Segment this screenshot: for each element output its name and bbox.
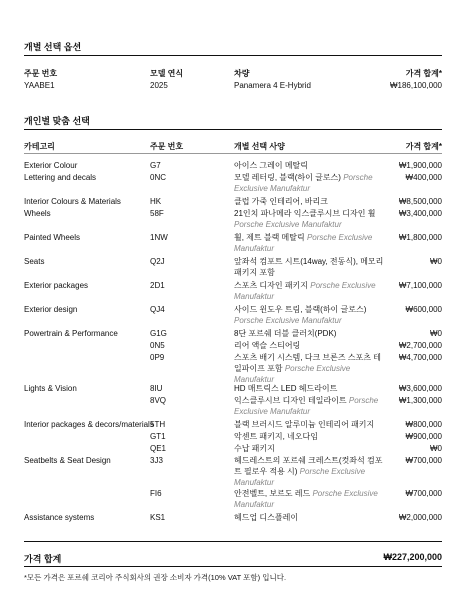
options-header-rule (24, 153, 442, 154)
footnote: *모든 가격은 포르쉐 코리아 주식회사의 권장 소비자 가격(10% VAT 포함) 입니다. (24, 573, 287, 582)
option-code: 5TH (150, 420, 166, 429)
model-header-order-no: 주문 번호 (24, 69, 58, 78)
option-code: Q2J (150, 257, 165, 266)
option-price: ₩1,800,000 (398, 233, 442, 242)
option-description (234, 328, 384, 339)
model-header-vehicle: 차량 (234, 69, 250, 78)
option-description-text: 블랙 브러시드 알루미늄 인테리어 패키지 (234, 420, 375, 429)
options-section-title: 개인별 맞춤 선택 (24, 116, 90, 126)
option-category: Assistance systems (24, 513, 95, 522)
option-price: ₩2,700,000 (398, 341, 442, 350)
option-code: G1G (150, 329, 167, 338)
total-label: 가격 합계 (24, 554, 62, 564)
options-section-rule (24, 129, 442, 130)
model-year: 2025 (150, 81, 168, 90)
option-price: ₩700,000 (405, 489, 442, 498)
option-code: HK (150, 197, 162, 206)
option-description (234, 431, 384, 442)
model-order-no: YAABE1 (24, 81, 55, 90)
option-category: Exterior packages (24, 281, 89, 290)
option-category: Lights & Vision (24, 384, 77, 393)
model-vehicle: Panamera 4 E-Hybrid (234, 81, 311, 90)
option-description-text: 스포츠 배기 시스템, 다크 브론즈 스포츠 테일파이프 포함 (234, 353, 381, 373)
option-price: ₩2,000,000 (398, 513, 442, 522)
option-code: 8VQ (150, 396, 167, 405)
option-code: QE1 (150, 444, 167, 453)
option-description-text: 안전벨트, 보르도 레드 (234, 489, 311, 498)
option-description (234, 352, 384, 385)
option-description-text: 헤드레스트의 포르쉐 크레스트(컷좌석 컴포트 필로우 적용 시) (234, 456, 383, 476)
option-price: ₩400,000 (405, 173, 442, 182)
option-category: Seatbelts & Seat Design (24, 456, 111, 465)
option-price: ₩800,000 (405, 420, 442, 429)
option-price: ₩1,300,000 (398, 396, 442, 405)
option-code: 8IU (150, 384, 163, 393)
option-code: GT1 (150, 432, 166, 441)
option-manufaktur-label: Porsche Exclusive Manufaktur (234, 316, 342, 325)
option-price: ₩8,500,000 (398, 197, 442, 206)
option-category: Seats (24, 257, 45, 266)
option-category: Interior Colours & Materials (24, 197, 121, 206)
option-code: FI6 (150, 489, 162, 498)
option-description (234, 172, 384, 194)
option-code: QJ4 (150, 305, 165, 314)
options-header-price: 가격 합계* (405, 142, 442, 151)
model-section-title: 개별 선택 옵션 (24, 42, 82, 52)
option-code: 3J3 (150, 456, 163, 465)
option-code: 2D1 (150, 281, 165, 290)
option-description (234, 256, 384, 278)
option-manufaktur-label: Porsche Exclusive Manufaktur (234, 220, 342, 229)
model-header-model-year: 모델 연식 (150, 69, 184, 78)
total-value: ₩227,200,000 (383, 552, 442, 562)
option-description (234, 395, 384, 417)
option-category: Lettering and decals (24, 173, 97, 182)
option-price: ₩3,400,000 (398, 209, 442, 218)
option-description (234, 160, 384, 171)
option-description-text: 앞좌석 컴포트 시트(14way, 전동식), 메모리 패키지 포함 (234, 257, 384, 277)
option-manufaktur-label: Porsche Exclusive Manufaktur (234, 281, 376, 301)
option-description-text: 휠, 제트 블랙 메탈릭 (234, 233, 305, 242)
option-code: 0N5 (150, 341, 165, 350)
option-price: ₩1,900,000 (398, 161, 442, 170)
option-description (234, 512, 384, 523)
model-section-rule (24, 55, 442, 56)
model-price: ₩186,100,000 (389, 81, 442, 90)
option-description (234, 419, 384, 430)
option-category: Painted Wheels (24, 233, 81, 242)
option-description-text: 모델 레터링, 블랙(하이 글로스) (234, 173, 341, 182)
option-manufaktur-label: Porsche Exclusive Manufaktur (234, 396, 379, 416)
option-price: ₩0 (430, 444, 442, 453)
option-code: 0NC (150, 173, 167, 182)
option-description-text: 악센트 패키지, 네오다임 (234, 432, 318, 441)
total-rule (24, 541, 442, 542)
option-description (234, 340, 384, 351)
option-description (234, 383, 384, 394)
option-price: ₩600,000 (405, 305, 442, 314)
option-description (234, 232, 384, 254)
option-description (234, 304, 384, 326)
option-category: Exterior design (24, 305, 78, 314)
options-header-order-no: 주문 번호 (150, 142, 184, 151)
option-description (234, 280, 384, 302)
option-category: Wheels (24, 209, 51, 218)
option-manufaktur-label: Porsche Exclusive Manufaktur (234, 173, 373, 193)
option-description (234, 455, 384, 488)
option-manufaktur-label: Porsche Exclusive Manufaktur (234, 489, 378, 509)
option-description (234, 443, 384, 454)
option-description-text: 헤드업 디스플레이 (234, 513, 299, 522)
option-description-text: 익스클루시브 디자인 테일라이트 (234, 396, 347, 405)
option-code: 0P9 (150, 353, 165, 362)
option-category: Exterior Colour (24, 161, 78, 170)
footnote-rule (24, 566, 442, 567)
option-description-text: 21인치 파나메라 익스클루시브 디자인 휠 (234, 209, 376, 218)
option-code: G7 (150, 161, 161, 170)
option-description-text: HD 매트릭스 LED 헤드라이트 (234, 384, 338, 393)
option-description-text: 사이드 윈도우 트림, 블랙(하이 글로스) (234, 305, 367, 314)
option-description (234, 488, 384, 510)
option-description-text: 스포츠 디자인 패키지 (234, 281, 308, 290)
option-code: 1NW (150, 233, 168, 242)
option-code: 58F (150, 209, 164, 218)
option-price: ₩7,100,000 (398, 281, 442, 290)
option-category: Interior packages & decors/materials (24, 420, 154, 429)
option-manufaktur-label: Porsche Exclusive Manufaktur (234, 233, 373, 253)
option-price: ₩700,000 (405, 456, 442, 465)
option-description-text: 수납 패키지 (234, 444, 275, 453)
option-price: ₩0 (430, 257, 442, 266)
options-header-category: 카테고리 (24, 142, 55, 151)
option-description-text: 클럽 가죽 인테리어, 바리크 (234, 197, 328, 206)
option-description-text: 8단 포르쉐 더블 클러치(PDK) (234, 329, 337, 338)
option-category: Powertrain & Performance (24, 329, 118, 338)
option-description-text: 아이스 그레이 메탈릭 (234, 161, 308, 170)
option-price: ₩0 (430, 329, 442, 338)
option-manufaktur-label: Porsche Exclusive Manufaktur (234, 364, 351, 384)
option-description (234, 208, 384, 230)
option-manufaktur-label: Porsche Exclusive Manufaktur (234, 467, 366, 487)
options-header-spec: 개별 선택 사양 (234, 142, 285, 151)
option-price: ₩900,000 (405, 432, 442, 441)
option-price: ₩3,600,000 (398, 384, 442, 393)
option-code: KS1 (150, 513, 166, 522)
option-price: ₩4,700,000 (398, 353, 442, 362)
option-description (234, 196, 384, 207)
option-description-text: 리어 액슬 스티어링 (234, 341, 301, 350)
model-header-price: 가격 합계* (405, 69, 442, 78)
